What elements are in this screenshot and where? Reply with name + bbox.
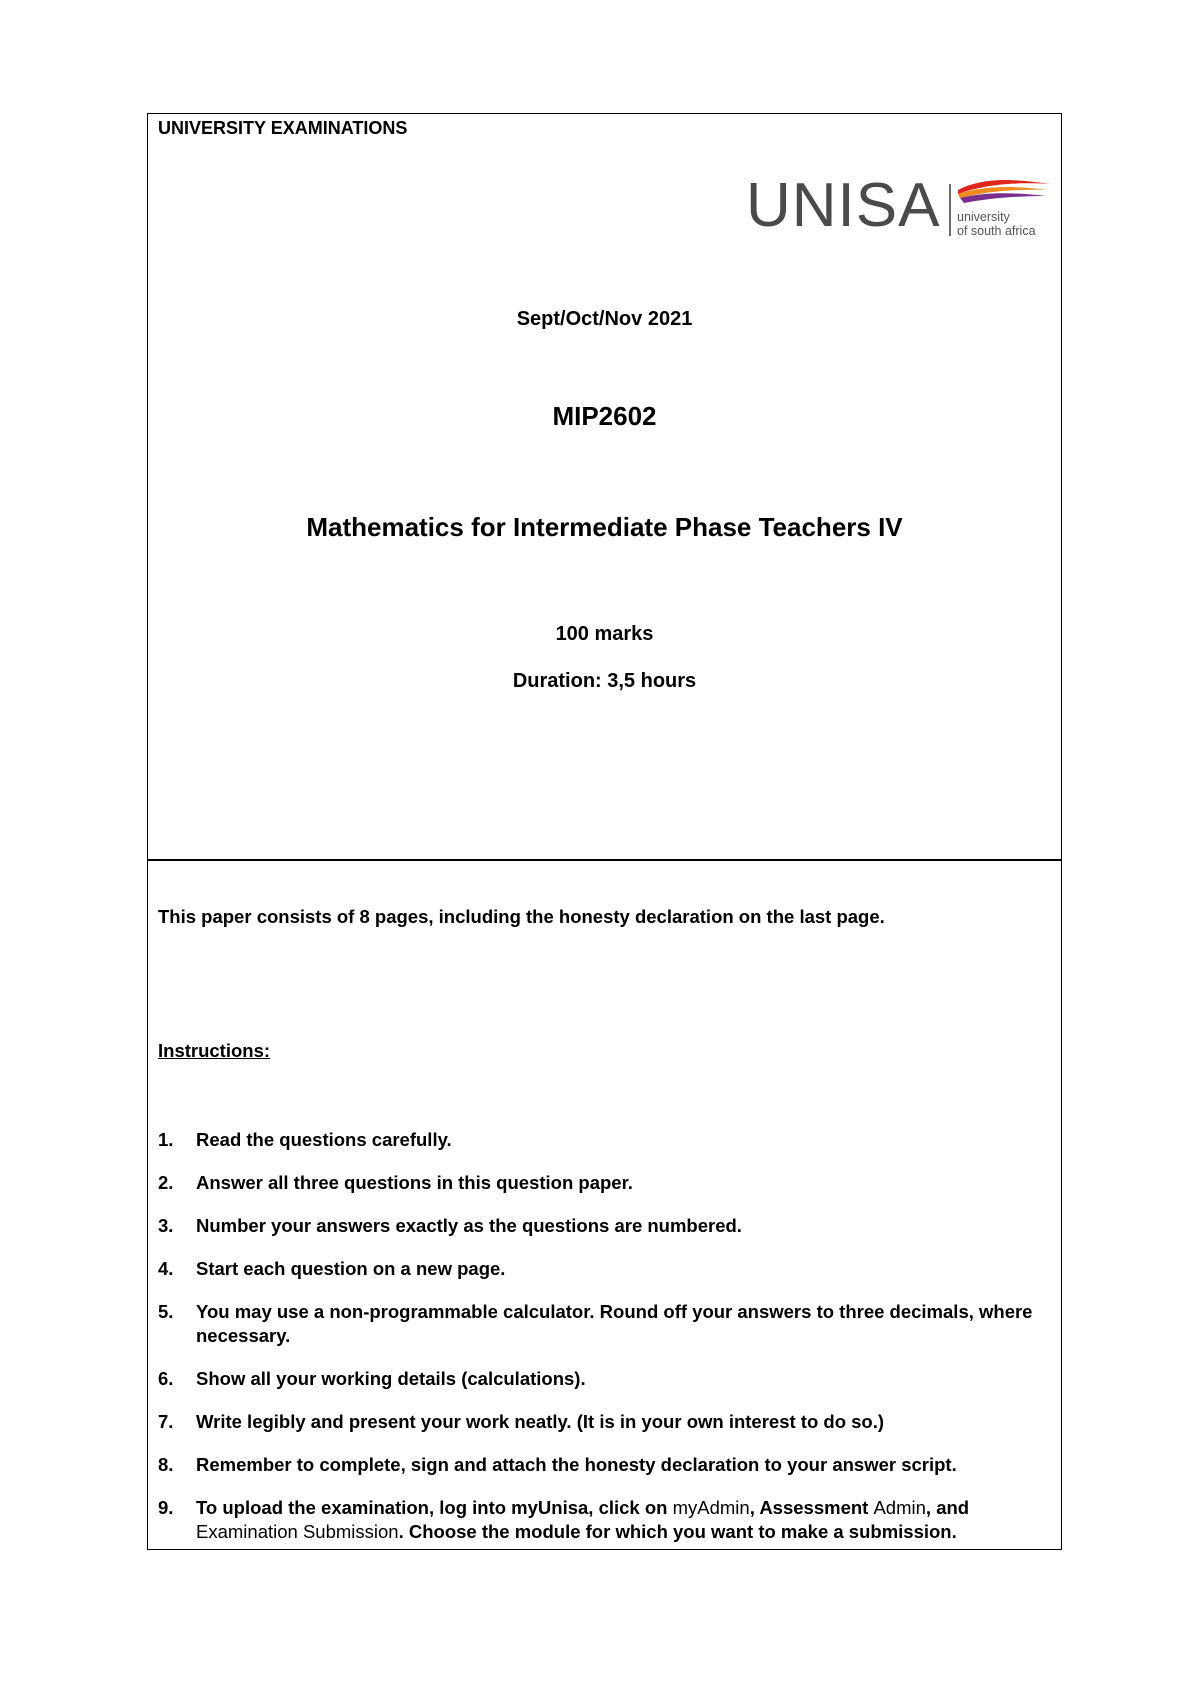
instructions-heading-colon: : — [263, 1040, 271, 1061]
exam-cover-frame — [147, 113, 1062, 1550]
instructions-heading-text: Instructions — [158, 1040, 264, 1061]
module-title: Mathematics for Intermediate Phase Teachers IV — [306, 512, 903, 542]
instructions-list — [158, 1128, 1038, 1563]
unisa-wordmark: UNISA — [746, 171, 941, 240]
instruction-text: Start each question on a new page. — [196, 1258, 506, 1279]
logo-subtitle-line1: university — [957, 210, 1010, 224]
instruction-text: Remember to complete, sign and attach the honesty declaration to your answer script. — [196, 1454, 957, 1475]
instructions-heading — [158, 1040, 270, 1062]
instruction-item-6 — [158, 1367, 1038, 1391]
unisa-swoosh-icon — [956, 176, 1052, 206]
exam-duration: Duration: 3,5 hours — [512, 670, 697, 692]
instruction-text: Answer all three questions in this question paper. — [196, 1172, 633, 1193]
module-code: MIP2602 — [552, 401, 657, 431]
instruction-number: 4. — [158, 1258, 174, 1279]
admin-text: Admin — [873, 1497, 926, 1518]
unisa-logo — [746, 170, 1056, 242]
instruction-text: You may use a non-programmable calculator. Round off your answers to three decimals, where necessary. — [196, 1301, 1033, 1346]
examination-submission-text: Examination Submission — [196, 1521, 399, 1542]
exam-period: Sept/Oct/Nov 2021 — [516, 308, 693, 330]
instruction-number: 3. — [158, 1215, 174, 1236]
instruction-item-7 — [158, 1410, 1038, 1434]
instruction-number: 2. — [158, 1172, 174, 1193]
instruction-text: Read the questions carefully. — [196, 1129, 452, 1150]
logo-subtitle-line2: of south africa — [957, 224, 1036, 238]
page-count-note: This paper consists of 8 pages, including the honesty declaration on the last page. — [158, 906, 885, 927]
total-marks: 100 marks — [555, 623, 654, 645]
instruction-number: 5. — [158, 1301, 174, 1322]
instruction-text — [196, 1497, 969, 1542]
university-examinations-label: UNIVERSITY EXAMINATIONS — [158, 118, 408, 138]
myadmin-link-text: myAdmin — [672, 1497, 750, 1518]
instruction-text-part: , and — [925, 1497, 970, 1518]
instruction-text-part: . Choose the module for which you want to make a submission. — [398, 1521, 957, 1542]
section-divider — [148, 859, 1061, 861]
instruction-item-8 — [158, 1453, 1038, 1477]
instruction-item-2 — [158, 1171, 1038, 1195]
instruction-item-5 — [158, 1300, 1038, 1348]
instruction-text-part: , — [749, 1497, 760, 1518]
instruction-item-3 — [158, 1214, 1038, 1238]
instruction-item-1 — [158, 1128, 1038, 1152]
instruction-text: Write legibly and present your work neatly. (It is in your own interest to do so.) — [196, 1411, 885, 1432]
instruction-number: 6. — [158, 1368, 174, 1389]
assessment-text: Assessment — [759, 1497, 869, 1518]
instruction-number: 8. — [158, 1454, 174, 1475]
instruction-text: Show all your working details (calculations). — [196, 1368, 586, 1389]
instruction-number: 1. — [158, 1129, 174, 1150]
logo-subtitle — [957, 210, 1036, 238]
instruction-item-9 — [158, 1496, 1038, 1544]
instruction-number: 9. — [158, 1497, 174, 1518]
instruction-text-part: To upload the examination, log into myUnisa, click on — [196, 1497, 673, 1518]
instruction-number: 7. — [158, 1411, 174, 1432]
instruction-item-4 — [158, 1257, 1038, 1281]
instruction-text: Number your answers exactly as the questions are numbered. — [196, 1215, 742, 1236]
logo-divider — [949, 184, 951, 236]
